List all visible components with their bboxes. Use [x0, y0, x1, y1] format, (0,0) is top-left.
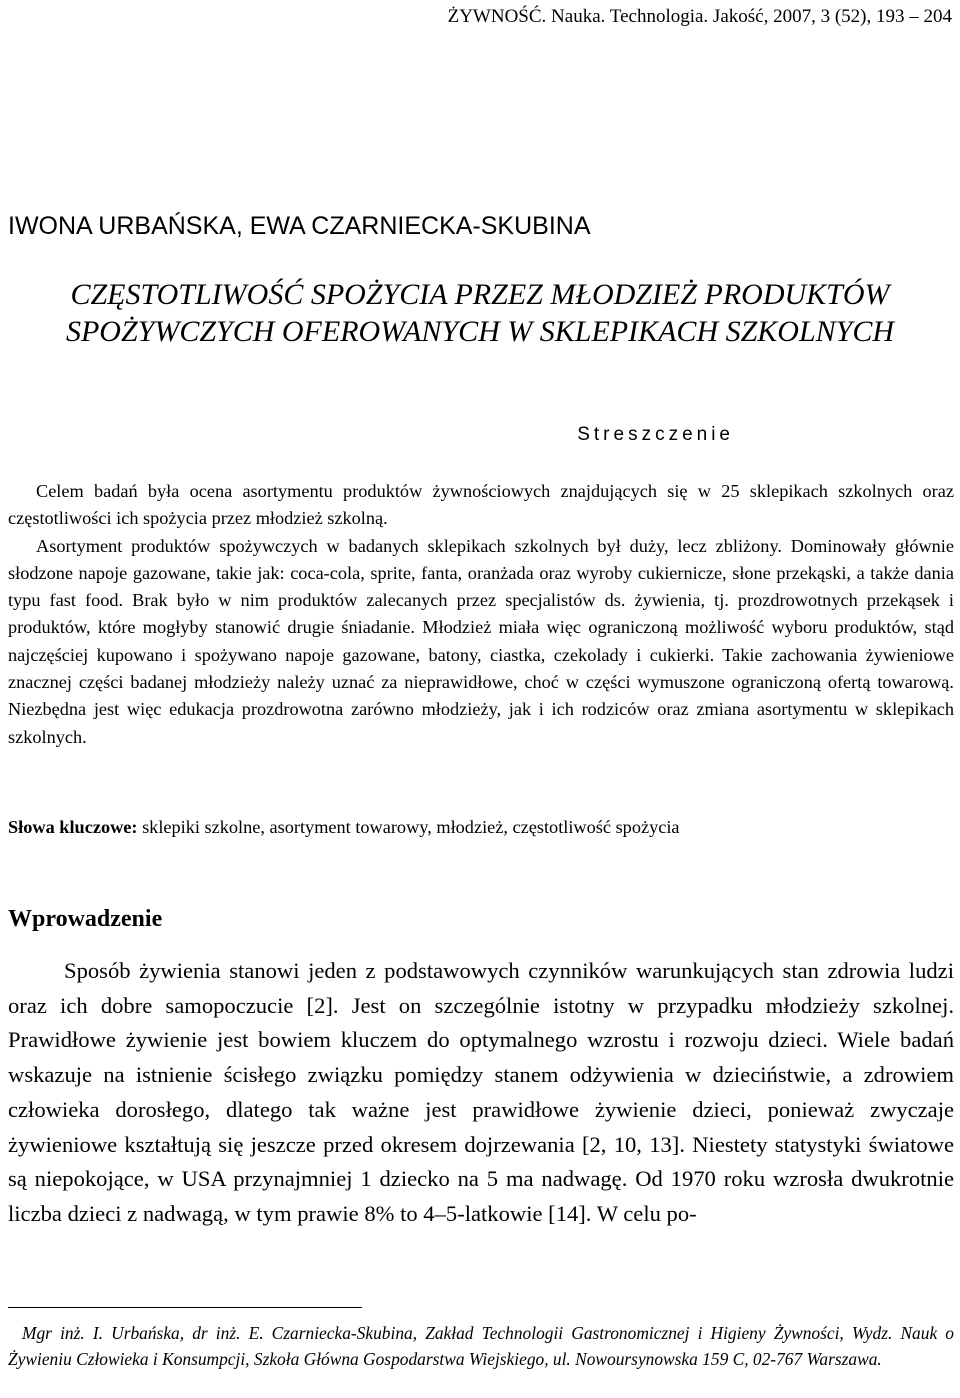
abstract-heading: Streszczenie	[577, 424, 734, 445]
keywords-text: sklepiki szkolne, asortyment towarowy, młodzież, częstotliwość spożycia	[137, 817, 680, 837]
article-title	[8, 276, 952, 350]
abstract-paragraph-2: Asortyment produktów spożywczych w badanych sklepikach szkolnych był duży, lecz zbliżony. Dominowały głównie słodzone napoje gazowane, takie jak: coca-cola, sprite, fanta, oranżada oraz wyroby cukiernicze, słone przekąski, a także dania typu fast food. Brak było w nim produktów zalecanych przez specjalistów ds. żywienia, tj. prozdrowotnych przekąsek i produktów, które mogłyby stanowić drugie śniadanie. Młodzież miała więc ograniczoną możliwość wyboru produktów, stąd najczęściej kupowano i spożywano napoje gazowane, batony, ciastka, czekolady i cukierki. Takie zachowania żywieniowe znacznej części badanej młodzieży należy uznać za nieprawidłowe, choć w części wymuszone ograniczoną ofertą towarową. Niezbędna jest więc edukacja prozdrowotna zarówno młodzieży, jak i ich rodziców oraz zmiana asortymentu w sklepikach szkolnych.	[8, 535, 954, 747]
footnote-text: Mgr inż. I. Urbańska, dr inż. E. Czarniecka-Skubina, Zakład Technologii Gastronomicznej i Higieny Żywności, Wydz. Nauk o Żywieniu Człowieka i Konsumpcji, Szkoła Główna Gospodarstwa Wiejskiego, ul. Nowoursynowska 159 C, 02-767 Warszawa.	[8, 1323, 954, 1369]
title-line-1: CZĘSTOTLIWOŚĆ SPOŻYCIA PRZEZ MŁODZIEŻ PRODUKTÓW	[70, 278, 890, 311]
author-footnote	[8, 1320, 954, 1372]
introduction-body	[8, 954, 954, 1232]
article-authors: IWONA URBAŃSKA, EWA CZARNIECKA-SKUBINA	[8, 212, 591, 240]
introduction-paragraph: Sposób żywienia stanowi jeden z podstawowych czynników warunkujących stan zdrowia ludzi oraz ich dobre samopoczucie [2]. Jest on szczególnie istotny w przypadku młodzieży szkolnej. Prawidłowe żywienie jest bowiem kluczem do optymalnego wzrostu i rozwoju dzieci. Wiele badań wskazuje na istnienie ścisłego związku pomiędzy stanem odżywienia w dzieciństwie, a zdrowiem człowieka dorosłego, dlatego tak ważne jest prawidłowe żywienie dzieci, ponieważ zwyczaje żywieniowe kształtują się jeszcze przed okresem dojrzewania [2, 10, 13]. Niestety statystyki światowe są niepokojące, w USA przynajmniej 1 dziecko na 5 ma nadwagę. Od 1970 roku wzrosła dwukrotnie liczba dzieci z nadwagą, w tym prawie 8% to 4–5-latkowie [14]. W celu po-	[8, 958, 954, 1226]
keywords-line	[8, 814, 954, 841]
section-heading-introduction: Wprowadzenie	[8, 906, 163, 932]
footnote-divider	[8, 1307, 362, 1308]
running-head: ŻYWNOŚĆ. Nauka. Technologia. Jakość, 2007, 3 (52), 193 – 204	[447, 6, 952, 27]
keywords-label: Słowa kluczowe:	[8, 817, 138, 837]
title-line-2: SPOŻYWCZYCH OFEROWANYCH W SKLEPIKACH SZKOLNYCH	[65, 315, 895, 348]
abstract-body	[8, 478, 954, 751]
abstract-paragraph-1: Celem badań była ocena asortymentu produktów żywnościowych znajdujących się w 25 sklepikach szkolnych oraz częstotliwości ich spożycia przez młodzież szkolną.	[8, 481, 954, 529]
